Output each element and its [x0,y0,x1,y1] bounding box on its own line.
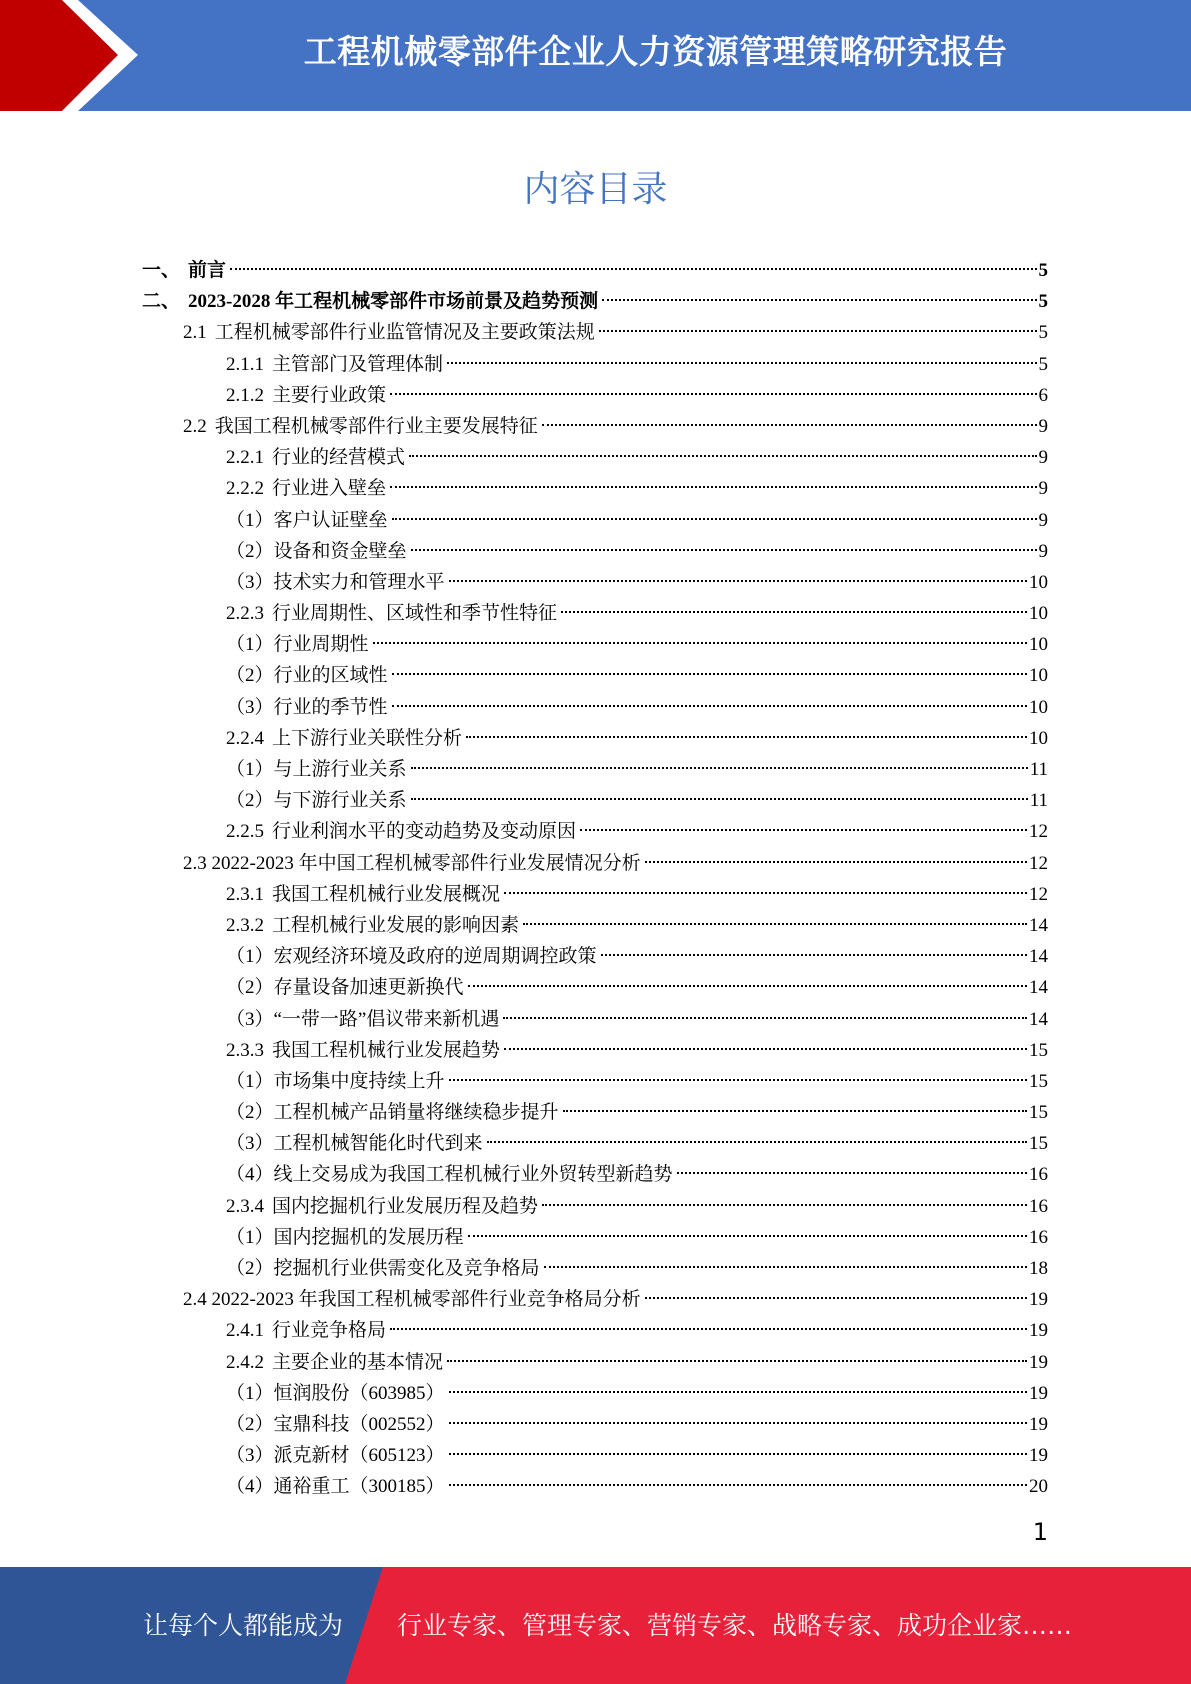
toc-entry[interactable] [142,723,1048,754]
page-number: 1 [1032,1518,1048,1546]
toc-entry-title: 行业进入壁垒 [272,478,387,500]
toc-dot-leader [468,1235,1027,1237]
toc-entry-number: 2.2.4 [226,727,264,749]
toc-entry-number: 2.1.1 [226,353,264,375]
toc-entry-page: 15 [1029,1102,1048,1124]
table-of-contents [142,255,1048,1503]
toc-dot-leader [645,861,1027,863]
toc-dot-leader [390,486,1036,488]
toc-entry-page: 19 [1029,1320,1048,1342]
toc-entry[interactable] [142,1066,1048,1097]
toc-entry-number: 2.3.4 [226,1195,264,1217]
toc-entry-page: 9 [1038,540,1048,562]
toc-entry-page: 6 [1038,384,1048,406]
toc-entry[interactable] [142,598,1048,629]
toc-entry[interactable] [142,473,1048,504]
toc-entry-page: 20 [1029,1476,1048,1498]
toc-heading: 内容目录 [523,169,668,210]
toc-dot-leader [645,1297,1027,1299]
toc-entry-title: 前言 [188,260,227,281]
toc-entry-title: 工程机械零部件行业监管情况及主要政策法规 [214,322,595,344]
toc-entry-title: （1）客户认证壁垒 [226,509,388,531]
toc-entry-title: （3）工程机械智能化时代到来 [226,1133,483,1155]
toc-dot-leader [503,1017,1027,1019]
toc-dot-leader [447,1360,1027,1362]
toc-entry-page: 18 [1029,1258,1048,1279]
toc-entry-number: 2.4.2 [226,1351,264,1373]
toc-entry-page: 12 [1029,883,1048,905]
toc-entry-number: 2.1 [183,322,207,344]
toc-dot-leader [563,1110,1027,1112]
toc-entry-title: （2）设备和资金壁垒 [226,540,407,562]
toc-entry-page: 10 [1029,665,1048,687]
toc-dot-leader [390,1328,1027,1330]
toc-dot-leader [523,923,1027,925]
toc-entry-title: 主要行业政策 [272,384,387,406]
toc-entry-title: （1）行业周期性 [226,634,369,656]
toc-entry[interactable] [142,1440,1048,1471]
toc-entry-number: 2.3.1 [226,883,264,905]
toc-dot-leader [447,362,1036,364]
toc-entry-title: （3）“一带一路”倡议带来新机遇 [226,1008,500,1030]
toc-entry-title: 上下游行业关联性分析 [272,727,463,749]
toc-entry-title: 我国工程机械零部件行业主要发展特征 [214,415,538,437]
toc-entry-title: （1）恒润股份（603985） [226,1382,445,1404]
toc-entry-title: 工程机械行业发展的影响因素 [272,914,520,936]
toc-entry-page: 14 [1029,1008,1048,1030]
toc-dot-leader [504,892,1027,894]
toc-dot-leader [561,611,1027,613]
toc-entry[interactable] [142,505,1048,536]
toc-entry-page: 9 [1038,415,1048,437]
toc-entry-number: 2.2.1 [226,447,264,469]
toc-entry[interactable] [142,660,1048,691]
toc-entry-page: 16 [1029,1226,1048,1248]
toc-dot-leader [392,673,1027,675]
toc-entry[interactable] [142,317,1048,348]
toc-dot-leader [544,1266,1027,1268]
toc-entry-title: （2）行业的区域性 [226,665,388,687]
toc-entry[interactable] [142,1347,1048,1378]
toc-entry-page: 5 [1038,260,1048,281]
toc-dot-leader [411,798,1028,800]
toc-dot-leader [411,549,1037,551]
toc-entry-title: （3）派克新材（605123） [226,1445,445,1467]
toc-entry[interactable] [142,1222,1048,1253]
toc-entry-title: 行业竞争格局 [272,1320,387,1342]
toc-entry-number: 2.2.2 [226,478,264,500]
toc-entry-title: 主要企业的基本情况 [272,1351,444,1373]
toc-entry-page: 9 [1038,478,1048,500]
toc-entry-page: 19 [1029,1351,1048,1373]
toc-entry-title: 2.4 2022-2023 年我国工程机械零部件行业竞争格局分析 [183,1289,641,1311]
toc-dot-leader [390,393,1036,395]
toc-entry-page: 19 [1029,1382,1048,1404]
toc-dot-leader [542,424,1037,426]
toc-entry[interactable] [142,536,1048,567]
toc-entry-page: 15 [1029,1133,1048,1155]
toc-dot-leader [542,1204,1027,1206]
toc-entry-title: （1）宏观经济环境及政府的逆周期调控政策 [226,946,597,968]
toc-dot-leader [449,1453,1027,1455]
toc-entry[interactable] [142,1035,1048,1066]
toc-dot-leader [466,736,1027,738]
toc-dot-leader [601,954,1027,956]
toc-entry[interactable] [142,442,1048,473]
toc-entry-page: 16 [1029,1195,1048,1217]
toc-entry-page: 19 [1029,1445,1048,1467]
toc-entry-page: 15 [1029,1039,1048,1061]
toc-entry[interactable] [142,941,1048,972]
toc-entry[interactable] [142,1128,1048,1159]
toc-entry-title: 行业利润水平的变动趋势及变动原因 [272,821,577,843]
toc-entry-page: 9 [1038,509,1048,531]
toc-dot-leader [449,1484,1027,1486]
toc-entry[interactable] [142,629,1048,660]
toc-dot-leader [392,518,1037,520]
toc-entry-page: 5 [1038,322,1048,344]
footer-slogan-left: 让每个人都能成为 [143,1611,344,1640]
toc-entry-page: 5 [1038,291,1048,313]
toc-entry-number: 2.4.1 [226,1320,264,1342]
toc-entry-page: 12 [1029,821,1048,843]
toc-entry-title: （1）国内挖掘机的发展历程 [226,1226,464,1248]
toc-entry-page: 14 [1029,977,1048,999]
toc-dot-leader [580,829,1027,831]
toc-dot-leader [449,1079,1027,1081]
toc-entry-title: 主管部门及管理体制 [272,353,444,375]
toc-entry-number: 二、 [142,291,181,313]
toc-entry-title: 行业的经营模式 [272,447,406,469]
toc-entry[interactable] [142,1315,1048,1346]
toc-entry[interactable] [142,1409,1048,1440]
toc-entry[interactable] [142,380,1048,411]
toc-entry-title: （4）通裕重工（300185） [226,1476,445,1498]
toc-entry[interactable] [142,1284,1048,1315]
toc-entry-number: 2.2.5 [226,821,264,843]
red-chevron-decoration [0,0,160,111]
toc-entry[interactable] [142,754,1048,785]
toc-entry-title: 2023-2028 年工程机械零部件市场前景及趋势预测 [188,291,599,313]
toc-entry-page: 19 [1029,1289,1048,1311]
toc-dot-leader [409,455,1036,457]
toc-entry-page: 10 [1029,634,1048,656]
toc-entry-title: 国内挖掘机行业发展历程及趋势 [272,1195,539,1217]
toc-entry-title: （1）市场集中度持续上升 [226,1070,445,1092]
report-footer [0,1567,1191,1684]
toc-entry-title: 我国工程机械行业发展概况 [272,883,501,905]
toc-dot-leader [449,1391,1027,1393]
toc-entry[interactable] [142,785,1048,816]
toc-entry-page: 9 [1038,447,1048,469]
footer-slogan-right: 行业专家、管理专家、营销专家、战略专家、成功企业家…… [397,1611,1073,1640]
toc-entry[interactable] [142,567,1048,598]
toc-entry-title: （2）宝鼎科技（002552） [226,1413,445,1435]
toc-entry-title: （2）工程机械产品销量将继续稳步提升 [226,1102,559,1124]
toc-entry[interactable] [142,1191,1048,1222]
toc-entry-page: 19 [1029,1413,1048,1435]
toc-entry[interactable] [142,972,1048,1003]
toc-entry-number: 2.1.2 [226,384,264,406]
toc-dot-leader [373,642,1027,644]
toc-entry-page: 10 [1029,571,1048,593]
toc-entry-page: 5 [1038,353,1048,375]
toc-entry[interactable] [142,1097,1048,1128]
report-title: 工程机械零部件企业人力资源管理策略研究报告 [303,32,1008,71]
toc-dot-leader [449,580,1027,582]
toc-entry-page: 11 [1029,759,1048,780]
toc-entry-title: （1）与上游行业关系 [226,759,407,780]
toc-dot-leader [230,268,1036,270]
toc-entry[interactable] [142,349,1048,380]
toc-entry-page: 14 [1029,914,1048,936]
toc-dot-leader [602,299,1036,301]
toc-entry[interactable] [142,879,1048,910]
toc-entry-page: 11 [1029,790,1048,812]
toc-entry-title: （3）行业的季节性 [226,696,388,718]
toc-entry-page: 10 [1029,696,1048,718]
toc-entry[interactable] [142,1004,1048,1035]
toc-dot-leader [504,1048,1027,1050]
toc-entry[interactable] [142,1378,1048,1409]
toc-entry[interactable] [142,816,1048,847]
toc-dot-leader [487,1141,1027,1143]
toc-entry[interactable] [142,1159,1048,1190]
toc-entry-number: 2.3.2 [226,914,264,936]
toc-entry[interactable] [142,411,1048,442]
toc-entry-title: （2）挖掘机行业供需变化及竞争格局 [226,1258,540,1279]
toc-entry-title: 2.3 2022-2023 年中国工程机械零部件行业发展情况分析 [183,852,641,874]
toc-entry-page: 14 [1029,946,1048,968]
toc-entry[interactable] [142,255,1048,286]
toc-dot-leader [449,1422,1027,1424]
toc-entry-page: 10 [1029,727,1048,749]
toc-entry[interactable] [142,910,1048,941]
toc-entry-page: 15 [1029,1070,1048,1092]
toc-dot-leader [468,985,1027,987]
report-header [0,0,1191,111]
toc-dot-leader [599,330,1037,332]
toc-dot-leader [411,767,1028,769]
toc-dot-leader [392,705,1027,707]
toc-entry-title: （2）存量设备加速更新换代 [226,977,464,999]
toc-entry[interactable] [142,286,1048,317]
toc-entry-number: 一、 [142,260,181,281]
toc-entry[interactable] [142,1471,1048,1502]
toc-entry[interactable] [142,1253,1048,1284]
toc-entry-page: 12 [1029,852,1048,874]
toc-dot-leader [677,1172,1027,1174]
toc-entry-number: 2.3.3 [226,1039,264,1061]
toc-entry-page: 10 [1029,603,1048,625]
toc-entry-title: （2）与下游行业关系 [226,790,407,812]
toc-entry-title: 行业周期性、区域性和季节性特征 [272,603,558,625]
toc-entry-number: 2.2.3 [226,603,264,625]
toc-entry[interactable] [142,692,1048,723]
toc-entry[interactable] [142,848,1048,879]
toc-entry-page: 16 [1029,1164,1048,1186]
toc-entry-number: 2.2 [183,415,207,437]
toc-entry-title: （4）线上交易成为我国工程机械行业外贸转型新趋势 [226,1164,673,1186]
toc-entry-title: （3）技术实力和管理水平 [226,571,445,593]
toc-entry-title: 我国工程机械行业发展趋势 [272,1039,501,1061]
